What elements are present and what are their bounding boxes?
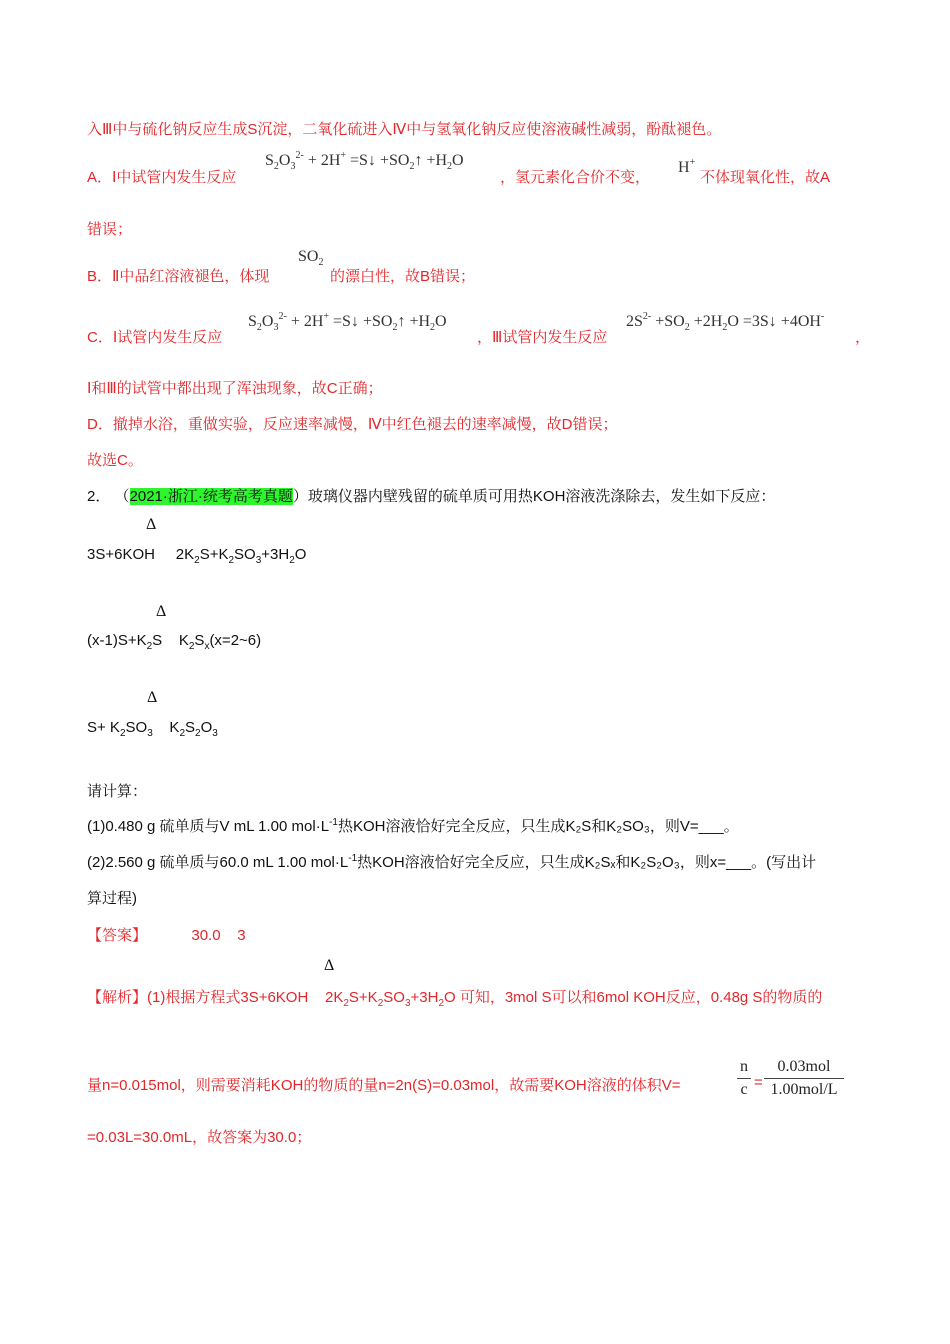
option-b-start: B．Ⅱ中品红溶液褪色，体现 [87,268,270,285]
question-number: 2． [87,488,111,505]
reaction-3: $S+ K_2SO_3$ $K_2S_2O_3$ [87,719,218,739]
open-paren: （ [114,488,130,505]
option-a-mid: ，氢元素化合价不变， [500,169,651,186]
conclusion: 故选C。 [87,452,143,469]
reaction-2: $(x-1)S+K_2S$ $K_2S_x(x=2\sim 6)$ [87,632,262,652]
analysis-line-3: =0.03L=30.0mL，故答案为30.0； [87,1129,312,1146]
reaction-1: 3S+6KOH $2K_2S+K_2SO_3+3H_2O$ [87,546,307,566]
equation-c2: $2S^{2-} +SO_2 +2H_2O$ =3S↓ +4OH- [626,311,825,333]
equation-a: $S_2O_3^{2-} + 2H^+$ =S↓ $+SO_2↑ +H_2O$ [265,150,464,172]
delta-sign-1: Δ [146,516,157,533]
paragraph-intro: 入Ⅲ中与硫化钠反应生成S沉淀，二氧化硫进入Ⅳ中与氢氧化钠反应使溶液碱性减弱，酚酞褪色。 [87,121,722,138]
delta-sign-4: Δ [324,957,335,974]
sub-question-2: (2)2.560 g 硫单质与60.0 mL 1.00 $mol\cdot L^{-1}$热KOH溶液恰好完全反应，只生成K₂Sₓ和K₂S₂O₃，则x=___。(写出计 [87,853,817,871]
analysis-line-1: 【解析】(1)根据方程式3S+6KOH $2K_2S+K_2SO_3+3H_2O$ 可知，3mol S可以和6mol KOH反应，0.48g S的物质的 [87,989,823,1009]
delta-sign-3: Δ [147,689,158,706]
option-c-comma: ， [855,329,871,346]
please-calculate: 请计算： [87,783,148,800]
answer-label: 【答案】 [87,927,148,944]
answer-row [87,924,246,945]
analysis-label: 【解析】 [87,989,148,1006]
option-c-cont: Ⅰ和Ⅲ的试管中都出现了浑浊现象，故C正确； [87,380,383,397]
equation-c1: $S_2O_3^{2-} + 2H^+$ =S↓ $+SO_2↑ +H_2O$ [248,311,447,333]
fraction-values: 0.03mol 1.00mol/L [764,1058,844,1099]
sub-question-2-cont: 算过程) [87,890,137,907]
sub-question-1: (1)0.480 g 硫单质与V mL 1.00 $mol\cdot L^{-1}$热KOH溶液恰好完全反应，只生成K₂S和K₂SO₃，则V=___。 [87,817,739,835]
delta-sign-2: Δ [156,603,167,620]
option-a-end: 不体现氧化性，故A [700,169,831,186]
question-text: ）玻璃仪器内壁残留的硫单质可用热KOH溶液洗涤除去，发生如下反应： [292,488,776,505]
option-a-cont: 错误； [87,221,133,238]
analysis-line-2: 量n=0.015mol，则需要消耗KOH的物质的量n=2n(S)=0.03mol，故需要KOH溶液的体积V= [87,1077,681,1094]
source-tag: 2021·浙江·统考高考真题 [129,488,293,505]
option-c-start: C．Ⅰ试管内发生反应 [87,329,223,346]
equals-sign: = [754,1074,763,1091]
question-2-header [87,485,775,506]
fraction-n-over-c: $\frac{n}{c}$ [737,1058,751,1099]
option-d: D．撤掉水浴，重做实验，反应速率减慢，Ⅳ中红色褪去的速率减慢，故D错误； [87,416,618,433]
answer-values: 30.0 3 [191,927,246,944]
so2-label: $SO_2$ [298,248,324,268]
h-plus: H+ [678,157,696,176]
option-b-end: 的漂白性，故B错误； [330,268,476,285]
option-c-mid: ，Ⅲ试管内发生反应 [477,329,608,346]
option-a-start: A．Ⅰ中试管内发生反应 [87,169,237,186]
